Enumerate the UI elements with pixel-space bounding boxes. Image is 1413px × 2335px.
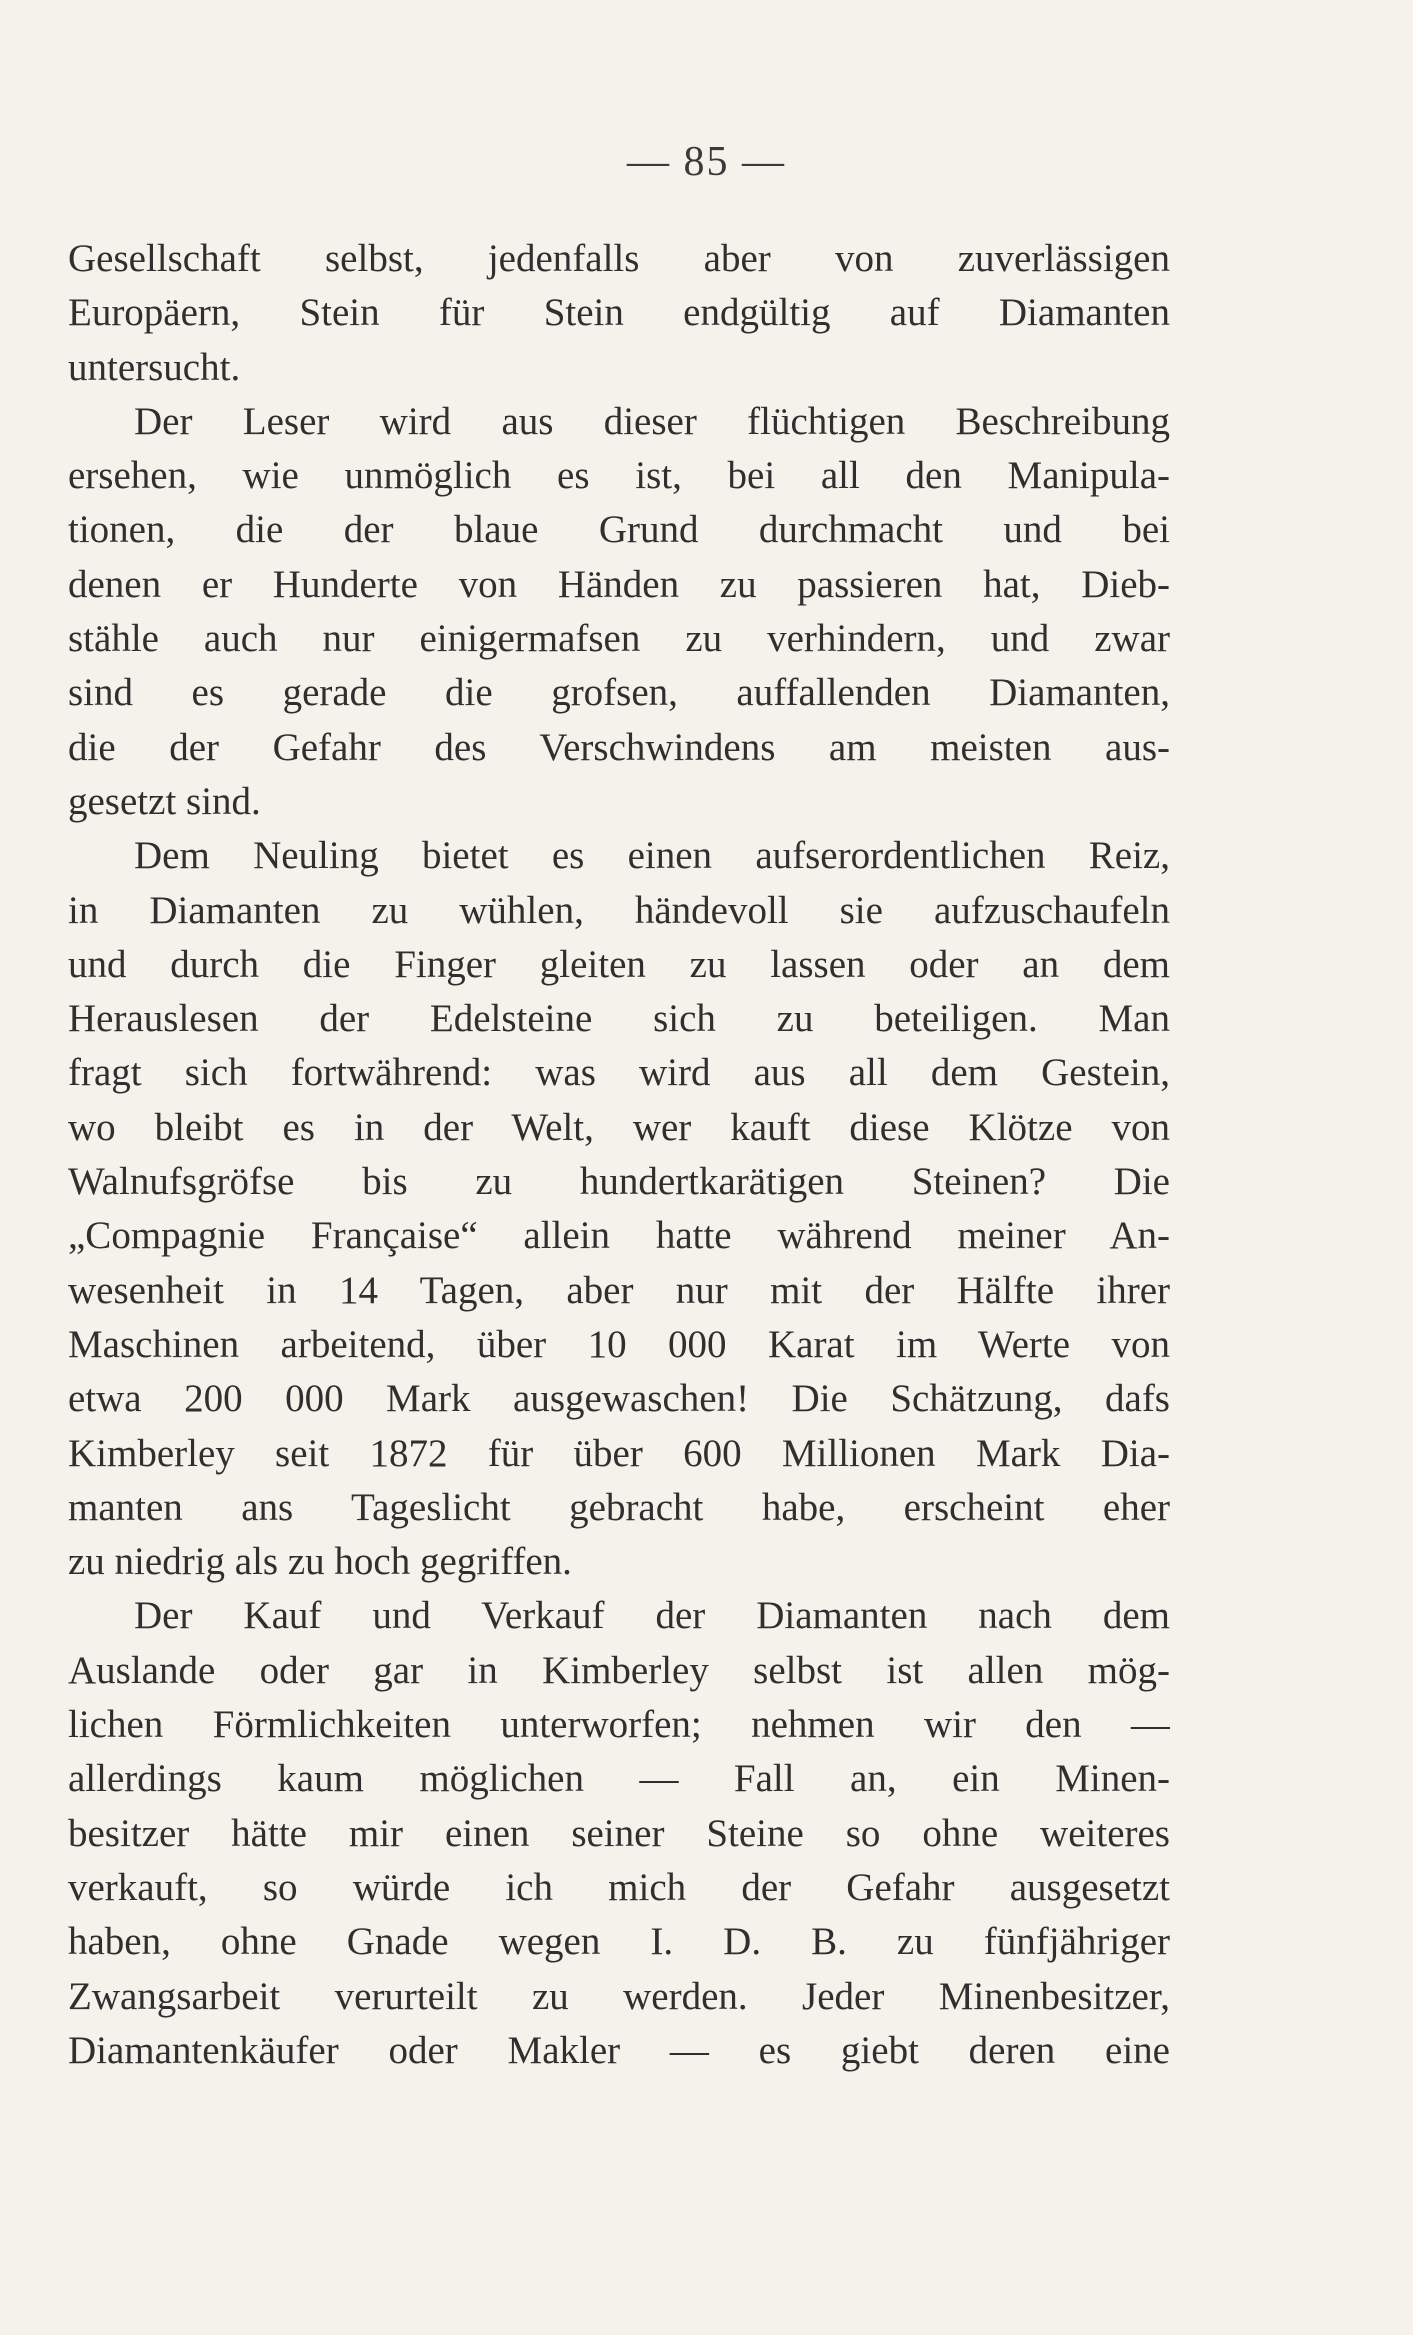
text-line: Maschinen arbeitend, über 10 000 Karat im Werte von [68, 1322, 1170, 1366]
text-line: allerdings kaum möglichen — Fall an, ein Minen- [68, 1757, 1170, 1801]
text-line: Kimberley seit 1872 für über 600 Millionen Mark Dia- [68, 1431, 1170, 1475]
text-line: haben, ohne Gnade wegen I. D. B. zu fünfjähriger [68, 1920, 1170, 1964]
text-line: Dem Neuling bietet es einen aufserordentlichen Reiz, [134, 834, 1170, 878]
text-line: Gesellschaft selbst, jedenfalls aber von zuverlässigen [68, 237, 1170, 280]
text-line: lichen Förmlichkeiten unterworfen; nehmen wir den — [68, 1703, 1170, 1747]
text-line: stähle auch nur einigermafsen zu verhindern, und zwar [68, 617, 1170, 661]
text-line: „Compagnie Française“ allein hatte während meiner An- [68, 1214, 1170, 1258]
text-line: tionen, die der blaue Grund durchmacht und bei [68, 508, 1170, 552]
text-line: Walnufsgröfse bis zu hundertkarätigen Steinen? Die [68, 1160, 1170, 1204]
text-line: manten ans Tageslicht gebracht habe, erscheint eher [68, 1485, 1170, 1529]
body-text [68, 232, 1170, 2078]
text-line: wo bleibt es in der Welt, wer kauft diese Klötze von [68, 1105, 1170, 1149]
text-line: Der Leser wird aus dieser flüchtigen Beschreibung [134, 399, 1170, 443]
text-line: Herauslesen der Edelsteine sich zu beteiligen. Man [68, 997, 1170, 1041]
text-line: besitzer hätte mir einen seiner Steine so ohne weiteres [68, 1811, 1170, 1855]
text-line: wesenheit in 14 Tagen, aber nur mit der Hälfte ihrer [68, 1268, 1170, 1312]
text-line: etwa 200 000 Mark ausgewaschen! Die Schätzung, dafs [68, 1377, 1170, 1421]
text-line: in Diamanten zu wühlen, händevoll sie aufzuschaufeln [68, 888, 1170, 932]
text-line: sind es gerade die grofsen, auffallenden Diamanten, [68, 671, 1170, 715]
text-line: Diamantenkäufer oder Makler — es giebt deren eine [68, 2028, 1170, 2072]
text-line: Europäern, Stein für Stein endgültig auf Diamanten [68, 291, 1170, 335]
text-line: gesetzt sind. [68, 779, 261, 823]
text-line: fragt sich fortwährend: was wird aus all dem Gestein, [68, 1051, 1170, 1095]
text-line: die der Gefahr des Verschwindens am meisten aus- [68, 725, 1170, 769]
page-number: — 85 — [627, 139, 786, 185]
text-line: ersehen, wie unmöglich es ist, bei all den Manipula- [68, 454, 1170, 498]
text-line: denen er Hunderte von Händen zu passieren hat, Dieb- [68, 562, 1170, 606]
text-line: Der Kauf und Verkauf der Diamanten nach dem [134, 1594, 1170, 1638]
text-line: zu niedrig als zu hoch gegriffen. [68, 1540, 572, 1584]
text-line: verkauft, so würde ich mich der Gefahr ausgesetzt [68, 1865, 1170, 1909]
text-line: Auslande oder gar in Kimberley selbst ist allen mög- [68, 1648, 1170, 1692]
text-line: und durch die Finger gleiten zu lassen oder an dem [68, 942, 1170, 986]
text-line: untersucht. [68, 345, 241, 389]
text-line: Zwangsarbeit verurteilt zu werden. Jeder Minenbesitzer, [68, 1974, 1170, 2018]
